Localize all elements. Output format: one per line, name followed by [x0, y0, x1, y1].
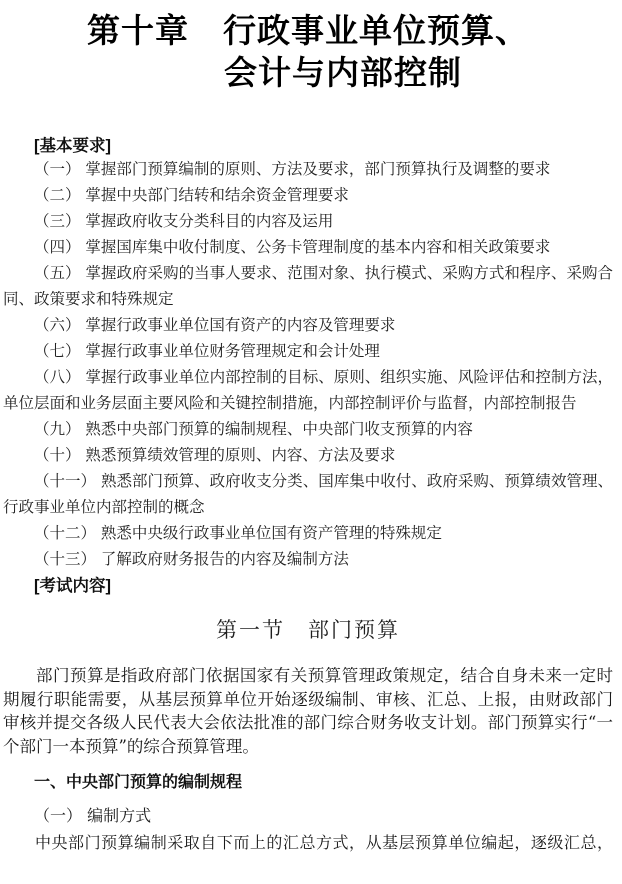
paragraph-compilation-method: 中央部门预算编制采取自下而上的汇总方式，从基层预算单位编起，逐级汇总，: [35, 833, 613, 852]
requirement-item-3: （三） 掌握政府收支分类科目的内容及运用: [34, 212, 334, 230]
basic-requirements-heading: [基本要求]: [34, 137, 111, 155]
requirement-item-2: （二） 掌握中央部门结转和结余资金管理要求: [34, 186, 349, 204]
chapter-title-line1: 第十章 行政事业单位预算、: [87, 11, 529, 50]
requirement-item-8: （八） 掌握行政事业单位内部控制的目标、原则、组织实施、风险评估和控制方法，单位层面和业务层面主要风险和关键控制措施，内部控制评价与监督，内部控制报告: [3, 368, 613, 412]
subheading-compilation-procedure: 一、中央部门预算的编制规程: [34, 774, 243, 791]
requirement-item-6: （六） 掌握行政事业单位国有资产的内容及管理要求: [34, 316, 396, 334]
sub-item-compilation-method: （一） 编制方式: [34, 806, 152, 825]
requirement-item-9: （九） 熟悉中央部门预算的编制规程、中央部门收支预算的内容: [34, 420, 473, 438]
basic-requirements-list: [3, 156, 613, 572]
requirement-item-4: （四） 掌握国库集中收付制度、公务卡管理制度的基本内容和相关政策要求: [34, 238, 551, 256]
requirement-item-5: （五） 掌握政府采购的当事人要求、范围对象、执行模式、采购方式和程序、采购合同、政策要求和特殊规定: [3, 264, 613, 308]
requirement-item-10: （十） 熟悉预算绩效管理的原则、内容、方法及要求: [34, 446, 396, 464]
requirement-item-7: （七） 掌握行政事业单位财务管理规定和会计处理: [34, 342, 380, 360]
requirement-item-1: （一） 掌握部门预算编制的原则、方法及要求，部门预算执行及调整的要求: [34, 160, 551, 178]
chapter-title-line2: 会计与内部控制: [224, 53, 462, 92]
chapter-title: [3, 10, 613, 94]
requirement-item-13: （十三） 了解政府财务报告的内容及编制方法: [34, 550, 349, 568]
section-title: 第一节 部门预算: [216, 618, 400, 642]
section-intro-paragraph: 部门预算是指政府部门依据国家有关预算管理政策规定，结合自身未来一定时期履行职能需要，从基层预算单位开始逐级编制、审核、汇总、上报，由财政部门审核并提交各级人民代表大会依法批准的部门综合财务收支计划。部门预算实行“一个部门一本预算”的综合预算管理。: [3, 666, 613, 756]
requirement-item-12: （十二） 熟悉中央级行政事业单位国有资产管理的特殊规定: [34, 524, 442, 542]
requirement-item-11: （十一） 熟悉部门预算、政府收支分类、国库集中收付、政府采购、预算绩效管理、行政事业单位内部控制的概念: [3, 472, 613, 516]
exam-content-heading: [考试内容]: [34, 577, 111, 595]
